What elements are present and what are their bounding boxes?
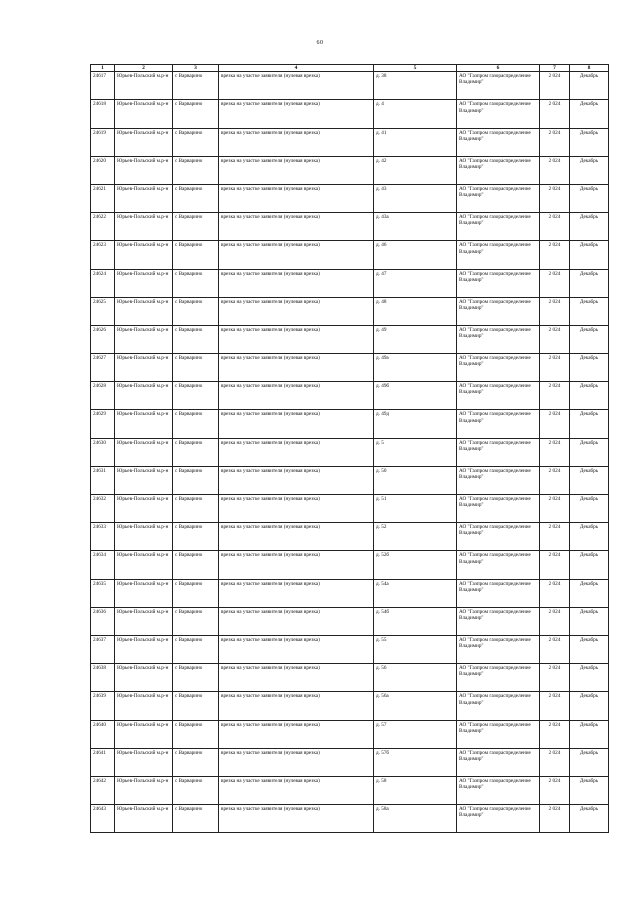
- work-type-cell: врезка на участке заявителя (нулевая врезка): [219, 72, 374, 100]
- settlement-cell: с Варварино: [173, 297, 219, 325]
- work-type-cell: врезка на участке заявителя (нулевая врезка): [219, 325, 374, 353]
- month-cell: Декабрь: [570, 607, 609, 635]
- month-cell: Декабрь: [570, 213, 609, 241]
- house-number-cell: д. 38: [374, 72, 457, 100]
- year-cell: 2 024: [540, 805, 570, 833]
- month-cell: Декабрь: [570, 635, 609, 663]
- row-number: 24634: [91, 551, 115, 579]
- page-number: 60: [316, 40, 324, 46]
- work-type-cell: врезка на участке заявителя (нулевая врезка): [219, 692, 374, 720]
- table-row: [91, 748, 609, 776]
- house-number-cell: д. 57: [374, 720, 457, 748]
- settlement-cell: с Варварино: [173, 523, 219, 551]
- month-cell: Декабрь: [570, 692, 609, 720]
- row-number: 24626: [91, 325, 115, 353]
- work-type-cell: врезка на участке заявителя (нулевая врезка): [219, 776, 374, 804]
- table-row: [91, 354, 609, 382]
- district-cell: Юрьев-Польский м.р-н: [115, 410, 173, 438]
- work-type-cell: врезка на участке заявителя (нулевая врезка): [219, 128, 374, 156]
- organization-cell: АО "Газпром газораспределение Владимир": [457, 776, 540, 804]
- organization-cell: АО "Газпром газораспределение Владимир": [457, 748, 540, 776]
- year-cell: 2 024: [540, 748, 570, 776]
- month-cell: Декабрь: [570, 241, 609, 269]
- organization-cell: АО "Газпром газораспределение Владимир": [457, 466, 540, 494]
- district-cell: Юрьев-Польский м.р-н: [115, 184, 173, 212]
- district-cell: Юрьев-Польский м.р-н: [115, 805, 173, 833]
- settlement-cell: с Варварино: [173, 184, 219, 212]
- table-row: [91, 551, 609, 579]
- row-number: 24618: [91, 100, 115, 128]
- year-cell: 2 024: [540, 466, 570, 494]
- organization-cell: АО "Газпром газораспределение Владимир": [457, 128, 540, 156]
- year-cell: 2 024: [540, 635, 570, 663]
- district-cell: Юрьев-Польский м.р-н: [115, 635, 173, 663]
- house-number-cell: д. 49а: [374, 354, 457, 382]
- settlement-cell: с Варварино: [173, 805, 219, 833]
- header-row: [91, 65, 609, 72]
- row-number: 24637: [91, 635, 115, 663]
- table-row: [91, 241, 609, 269]
- table-row: [91, 100, 609, 128]
- year-cell: 2 024: [540, 297, 570, 325]
- settlement-cell: с Варварино: [173, 72, 219, 100]
- work-type-cell: врезка на участке заявителя (нулевая врезка): [219, 664, 374, 692]
- work-type-cell: врезка на участке заявителя (нулевая врезка): [219, 269, 374, 297]
- organization-cell: АО "Газпром газораспределение Владимир": [457, 213, 540, 241]
- district-cell: Юрьев-Польский м.р-н: [115, 466, 173, 494]
- row-number: 24628: [91, 382, 115, 410]
- row-number: 24622: [91, 213, 115, 241]
- year-cell: 2 024: [540, 410, 570, 438]
- organization-cell: АО "Газпром газораспределение Владимир": [457, 410, 540, 438]
- house-number-cell: д. 48: [374, 297, 457, 325]
- work-type-cell: врезка на участке заявителя (нулевая врезка): [219, 635, 374, 663]
- settlement-cell: с Варварино: [173, 100, 219, 128]
- year-cell: 2 024: [540, 692, 570, 720]
- year-cell: 2 024: [540, 720, 570, 748]
- organization-cell: АО "Газпром газораспределение Владимир": [457, 156, 540, 184]
- work-type-cell: врезка на участке заявителя (нулевая врезка): [219, 438, 374, 466]
- work-type-cell: врезка на участке заявителя (нулевая врезка): [219, 551, 374, 579]
- table-row: [91, 410, 609, 438]
- settlement-cell: с Варварино: [173, 354, 219, 382]
- year-cell: 2 024: [540, 579, 570, 607]
- table-row: [91, 297, 609, 325]
- organization-cell: АО "Газпром газораспределение Владимир": [457, 692, 540, 720]
- house-number-cell: д. 5: [374, 438, 457, 466]
- house-number-cell: д. 52: [374, 523, 457, 551]
- year-cell: 2 024: [540, 325, 570, 353]
- header-cell: 5: [374, 65, 457, 72]
- settlement-cell: с Варварино: [173, 382, 219, 410]
- work-type-cell: врезка на участке заявителя (нулевая врезка): [219, 495, 374, 523]
- month-cell: Декабрь: [570, 410, 609, 438]
- row-number: 24638: [91, 664, 115, 692]
- table-row: [91, 466, 609, 494]
- house-number-cell: д. 47: [374, 269, 457, 297]
- row-number: 24629: [91, 410, 115, 438]
- organization-cell: АО "Газпром газораспределение Владимир": [457, 805, 540, 833]
- row-number: 24642: [91, 776, 115, 804]
- organization-cell: АО "Газпром газораспределение Владимир": [457, 297, 540, 325]
- organization-cell: АО "Газпром газораспределение Владимир": [457, 635, 540, 663]
- organization-cell: АО "Газпром газораспределение Владимир": [457, 551, 540, 579]
- table-row: [91, 156, 609, 184]
- house-number-cell: д. 55: [374, 635, 457, 663]
- header-cell: 4: [219, 65, 374, 72]
- year-cell: 2 024: [540, 269, 570, 297]
- row-number: 24635: [91, 579, 115, 607]
- district-cell: Юрьев-Польский м.р-н: [115, 579, 173, 607]
- header-cell: 3: [173, 65, 219, 72]
- year-cell: 2 024: [540, 241, 570, 269]
- work-type-cell: врезка на участке заявителя (нулевая врезка): [219, 156, 374, 184]
- district-cell: Юрьев-Польский м.р-н: [115, 100, 173, 128]
- table-row: [91, 213, 609, 241]
- row-number: 24620: [91, 156, 115, 184]
- work-type-cell: врезка на участке заявителя (нулевая врезка): [219, 466, 374, 494]
- month-cell: Декабрь: [570, 325, 609, 353]
- district-cell: Юрьев-Польский м.р-н: [115, 776, 173, 804]
- month-cell: Декабрь: [570, 128, 609, 156]
- organization-cell: АО "Газпром газораспределение Владимир": [457, 607, 540, 635]
- month-cell: Декабрь: [570, 551, 609, 579]
- house-number-cell: д. 54б: [374, 607, 457, 635]
- year-cell: 2 024: [540, 495, 570, 523]
- settlement-cell: с Варварино: [173, 579, 219, 607]
- settlement-cell: с Варварино: [173, 776, 219, 804]
- settlement-cell: с Варварино: [173, 607, 219, 635]
- year-cell: 2 024: [540, 156, 570, 184]
- settlement-cell: с Варварино: [173, 495, 219, 523]
- house-number-cell: д. 50: [374, 466, 457, 494]
- work-type-cell: врезка на участке заявителя (нулевая врезка): [219, 382, 374, 410]
- settlement-cell: с Варварино: [173, 410, 219, 438]
- house-number-cell: д. 51: [374, 495, 457, 523]
- house-number-cell: д. 52б: [374, 551, 457, 579]
- header-cell: 7: [540, 65, 570, 72]
- work-type-cell: врезка на участке заявителя (нулевая врезка): [219, 720, 374, 748]
- year-cell: 2 024: [540, 354, 570, 382]
- table-row: [91, 805, 609, 833]
- row-number: 24643: [91, 805, 115, 833]
- year-cell: 2 024: [540, 184, 570, 212]
- row-number: 24621: [91, 184, 115, 212]
- settlement-cell: с Варварино: [173, 692, 219, 720]
- year-cell: 2 024: [540, 664, 570, 692]
- organization-cell: АО "Газпром газораспределение Владимир": [457, 72, 540, 100]
- district-cell: Юрьев-Польский м.р-н: [115, 382, 173, 410]
- month-cell: Декабрь: [570, 579, 609, 607]
- house-number-cell: д. 42: [374, 156, 457, 184]
- organization-cell: АО "Газпром газораспределение Владимир": [457, 354, 540, 382]
- house-number-cell: д. 4: [374, 100, 457, 128]
- organization-cell: АО "Газпром газораспределение Владимир": [457, 382, 540, 410]
- row-number: 24640: [91, 720, 115, 748]
- house-number-cell: д. 41: [374, 128, 457, 156]
- house-number-cell: д. 49д: [374, 410, 457, 438]
- year-cell: 2 024: [540, 100, 570, 128]
- year-cell: 2 024: [540, 776, 570, 804]
- settlement-cell: с Варварино: [173, 720, 219, 748]
- house-number-cell: д. 43а: [374, 213, 457, 241]
- district-cell: Юрьев-Польский м.р-н: [115, 325, 173, 353]
- organization-cell: АО "Газпром газораспределение Владимир": [457, 184, 540, 212]
- row-number: 24630: [91, 438, 115, 466]
- organization-cell: АО "Газпром газораспределение Владимир": [457, 241, 540, 269]
- district-cell: Юрьев-Польский м.р-н: [115, 269, 173, 297]
- row-number: 24627: [91, 354, 115, 382]
- year-cell: 2 024: [540, 523, 570, 551]
- table-row: [91, 607, 609, 635]
- district-cell: Юрьев-Польский м.р-н: [115, 551, 173, 579]
- house-number-cell: д. 54а: [374, 579, 457, 607]
- settlement-cell: с Варварино: [173, 635, 219, 663]
- month-cell: Декабрь: [570, 100, 609, 128]
- settlement-cell: с Варварино: [173, 325, 219, 353]
- settlement-cell: с Варварино: [173, 664, 219, 692]
- year-cell: 2 024: [540, 213, 570, 241]
- month-cell: Декабрь: [570, 805, 609, 833]
- table-row: [91, 184, 609, 212]
- year-cell: 2 024: [540, 607, 570, 635]
- month-cell: Декабрь: [570, 776, 609, 804]
- district-cell: Юрьев-Польский м.р-н: [115, 213, 173, 241]
- settlement-cell: с Варварино: [173, 213, 219, 241]
- month-cell: Декабрь: [570, 72, 609, 100]
- district-cell: Юрьев-Польский м.р-н: [115, 72, 173, 100]
- table-row: [91, 382, 609, 410]
- year-cell: 2 024: [540, 551, 570, 579]
- table-row: [91, 269, 609, 297]
- district-cell: Юрьев-Польский м.р-н: [115, 720, 173, 748]
- month-cell: Декабрь: [570, 184, 609, 212]
- table-row: [91, 635, 609, 663]
- header-cell: 1: [91, 65, 115, 72]
- work-type-cell: врезка на участке заявителя (нулевая врезка): [219, 213, 374, 241]
- table-row: [91, 776, 609, 804]
- table-row: [91, 495, 609, 523]
- organization-cell: АО "Газпром газораспределение Владимир": [457, 100, 540, 128]
- table-row: [91, 664, 609, 692]
- month-cell: Декабрь: [570, 523, 609, 551]
- settlement-cell: с Варварино: [173, 241, 219, 269]
- organization-cell: АО "Газпром газораспределение Владимир": [457, 495, 540, 523]
- header-cell: 6: [457, 65, 540, 72]
- work-type-cell: врезка на участке заявителя (нулевая врезка): [219, 241, 374, 269]
- district-cell: Юрьев-Польский м.р-н: [115, 241, 173, 269]
- district-cell: Юрьев-Польский м.р-н: [115, 664, 173, 692]
- table-row: [91, 72, 609, 100]
- organization-cell: АО "Газпром газораспределение Владимир": [457, 720, 540, 748]
- settlement-cell: с Варварино: [173, 156, 219, 184]
- district-cell: Юрьев-Польский м.р-н: [115, 692, 173, 720]
- work-type-cell: врезка на участке заявителя (нулевая врезка): [219, 579, 374, 607]
- month-cell: Декабрь: [570, 720, 609, 748]
- work-type-cell: врезка на участке заявителя (нулевая врезка): [219, 100, 374, 128]
- organization-cell: АО "Газпром газораспределение Владимир": [457, 269, 540, 297]
- organization-cell: АО "Газпром газораспределение Владимир": [457, 523, 540, 551]
- house-number-cell: д. 46: [374, 241, 457, 269]
- settlement-cell: с Варварино: [173, 438, 219, 466]
- work-type-cell: врезка на участке заявителя (нулевая врезка): [219, 805, 374, 833]
- month-cell: Декабрь: [570, 354, 609, 382]
- table-row: [91, 523, 609, 551]
- work-type-cell: врезка на участке заявителя (нулевая врезка): [219, 184, 374, 212]
- row-number: 24617: [91, 72, 115, 100]
- month-cell: Декабрь: [570, 438, 609, 466]
- organization-cell: АО "Газпром газораспределение Владимир": [457, 438, 540, 466]
- year-cell: 2 024: [540, 438, 570, 466]
- row-number: 24639: [91, 692, 115, 720]
- house-number-cell: д. 58: [374, 776, 457, 804]
- work-type-cell: врезка на участке заявителя (нулевая врезка): [219, 410, 374, 438]
- year-cell: 2 024: [540, 128, 570, 156]
- year-cell: 2 024: [540, 382, 570, 410]
- district-cell: Юрьев-Польский м.р-н: [115, 354, 173, 382]
- month-cell: Декабрь: [570, 269, 609, 297]
- month-cell: Декабрь: [570, 495, 609, 523]
- header-cell: 8: [570, 65, 609, 72]
- month-cell: Декабрь: [570, 466, 609, 494]
- work-type-cell: врезка на участке заявителя (нулевая врезка): [219, 748, 374, 776]
- row-number: 24633: [91, 523, 115, 551]
- row-number: 24625: [91, 297, 115, 325]
- settlement-cell: с Варварино: [173, 551, 219, 579]
- organization-cell: АО "Газпром газораспределение Владимир": [457, 664, 540, 692]
- district-cell: Юрьев-Польский м.р-н: [115, 128, 173, 156]
- row-number: 24636: [91, 607, 115, 635]
- house-number-cell: д. 57б: [374, 748, 457, 776]
- settlement-cell: с Варварино: [173, 748, 219, 776]
- house-number-cell: д. 56а: [374, 692, 457, 720]
- district-cell: Юрьев-Польский м.р-н: [115, 438, 173, 466]
- settlement-cell: с Варварино: [173, 128, 219, 156]
- house-number-cell: д. 43: [374, 184, 457, 212]
- district-cell: Юрьев-Польский м.р-н: [115, 156, 173, 184]
- house-number-cell: д. 58а: [374, 805, 457, 833]
- table-row: [91, 579, 609, 607]
- row-number: 24619: [91, 128, 115, 156]
- work-type-cell: врезка на участке заявителя (нулевая врезка): [219, 523, 374, 551]
- table-body: [91, 72, 609, 833]
- district-cell: Юрьев-Польский м.р-н: [115, 607, 173, 635]
- settlement-cell: с Варварино: [173, 466, 219, 494]
- work-type-cell: врезка на участке заявителя (нулевая врезка): [219, 354, 374, 382]
- row-number: 24624: [91, 269, 115, 297]
- header-cell: 2: [115, 65, 173, 72]
- district-cell: Юрьев-Польский м.р-н: [115, 523, 173, 551]
- row-number: 24631: [91, 466, 115, 494]
- table-row: [91, 325, 609, 353]
- house-number-cell: д. 56: [374, 664, 457, 692]
- work-type-cell: врезка на участке заявителя (нулевая врезка): [219, 297, 374, 325]
- year-cell: 2 024: [540, 72, 570, 100]
- house-number-cell: д. 49б: [374, 382, 457, 410]
- district-cell: Юрьев-Польский м.р-н: [115, 495, 173, 523]
- table-row: [91, 692, 609, 720]
- row-number: 24641: [91, 748, 115, 776]
- table-row: [91, 128, 609, 156]
- registry-table: [90, 64, 609, 833]
- district-cell: Юрьев-Польский м.р-н: [115, 297, 173, 325]
- month-cell: Декабрь: [570, 297, 609, 325]
- organization-cell: АО "Газпром газораспределение Владимир": [457, 579, 540, 607]
- table-row: [91, 438, 609, 466]
- organization-cell: АО "Газпром газораспределение Владимир": [457, 325, 540, 353]
- month-cell: Декабрь: [570, 382, 609, 410]
- work-type-cell: врезка на участке заявителя (нулевая врезка): [219, 607, 374, 635]
- row-number: 24632: [91, 495, 115, 523]
- row-number: 24623: [91, 241, 115, 269]
- month-cell: Декабрь: [570, 748, 609, 776]
- district-cell: Юрьев-Польский м.р-н: [115, 748, 173, 776]
- month-cell: Декабрь: [570, 664, 609, 692]
- settlement-cell: с Варварино: [173, 269, 219, 297]
- month-cell: Декабрь: [570, 156, 609, 184]
- table-row: [91, 720, 609, 748]
- house-number-cell: д. 49: [374, 325, 457, 353]
